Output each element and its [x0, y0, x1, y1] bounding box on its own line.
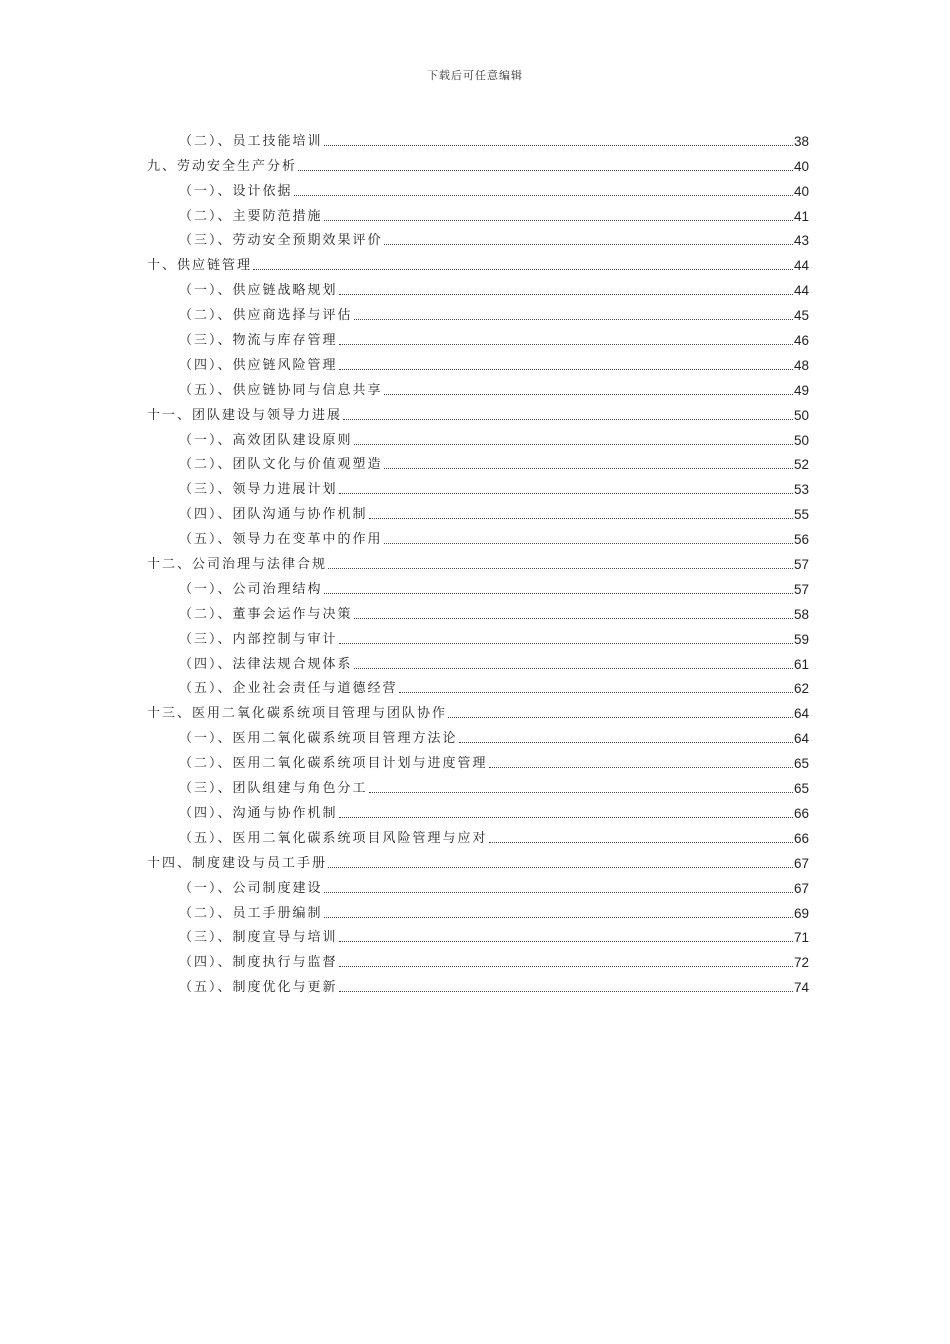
toc-page-number: 57 [793, 581, 809, 597]
toc-page-number: 74 [793, 980, 809, 996]
toc-page-number: 62 [793, 681, 809, 697]
toc-entry-label: （二）、供应商选择与评估 [179, 308, 353, 324]
toc-section-entry[interactable] [147, 897, 809, 922]
page-header: 下载后可任意编辑 [427, 69, 523, 82]
toc-entry-label: （三）、内部控制与审计 [179, 631, 338, 647]
toc-entry-label: （一）、医用二氧化碳系统项目管理方法论 [179, 731, 458, 747]
toc-section-entry[interactable] [147, 747, 809, 772]
toc-dot-leader [384, 243, 793, 245]
toc-section-entry[interactable] [147, 797, 809, 822]
toc-entry-label: （五）、医用二氧化碳系统项目风险管理与应对 [179, 830, 488, 846]
toc-page-number: 50 [793, 407, 809, 423]
toc-page-number: 50 [793, 432, 809, 448]
toc-dot-leader [354, 617, 793, 619]
toc-dot-leader [339, 293, 793, 295]
toc-chapter-entry[interactable] [147, 150, 809, 175]
toc-entry-label: 十一、团队建设与领导力进展 [147, 407, 343, 423]
toc-entry-label: （一）、公司制度建设 [179, 880, 323, 896]
toc-section-entry[interactable] [147, 424, 809, 449]
toc-section-entry[interactable] [147, 822, 809, 847]
toc-section-entry[interactable] [147, 922, 809, 947]
toc-entry-label: 九、劳动安全生产分析 [147, 158, 298, 174]
toc-section-entry[interactable] [147, 523, 809, 548]
toc-section-entry[interactable] [147, 946, 809, 971]
toc-dot-leader [369, 517, 793, 519]
toc-page-number: 67 [793, 880, 809, 896]
toc-entry-label: （四）、供应链风险管理 [179, 357, 338, 373]
toc-entry-label: （二）、主要防范措施 [179, 208, 323, 224]
toc-entry-label: （二）、团队文化与价值观塑造 [179, 457, 383, 473]
toc-page-number: 45 [793, 308, 809, 324]
toc-entry-label: （五）、供应链协同与信息共享 [179, 382, 383, 398]
toc-dot-leader [339, 343, 793, 345]
toc-dot-leader [324, 916, 793, 918]
toc-page-number: 57 [793, 557, 809, 573]
toc-page-number: 72 [793, 955, 809, 971]
toc-entry-label: （五）、企业社会责任与道德经营 [179, 681, 398, 697]
toc-section-entry[interactable] [147, 772, 809, 797]
toc-page-number: 55 [793, 507, 809, 523]
toc-entry-label: 十四、制度建设与员工手册 [147, 855, 328, 871]
toc-dot-leader [339, 990, 793, 992]
toc-page-number: 67 [793, 855, 809, 871]
toc-section-entry[interactable] [147, 498, 809, 523]
toc-page-number: 69 [793, 905, 809, 921]
toc-entry-label: （四）、沟通与协作机制 [179, 805, 338, 821]
toc-dot-leader [339, 965, 793, 967]
toc-section-entry[interactable] [147, 722, 809, 747]
toc-entry-label: （一）、供应链战略规划 [179, 283, 338, 299]
toc-dot-leader [298, 169, 793, 171]
toc-dot-leader [384, 467, 793, 469]
toc-entry-label: （三）、制度宣导与培训 [179, 930, 338, 946]
toc-section-entry[interactable] [147, 573, 809, 598]
toc-dot-leader [354, 667, 793, 669]
toc-dot-leader [328, 866, 793, 868]
toc-entry-label: （一）、高效团队建设原则 [179, 432, 353, 448]
toc-section-entry[interactable] [147, 125, 809, 150]
toc-dot-leader [339, 940, 793, 942]
toc-section-entry[interactable] [147, 200, 809, 225]
toc-chapter-entry[interactable] [147, 399, 809, 424]
toc-section-entry[interactable] [147, 872, 809, 897]
toc-dot-leader [448, 716, 793, 718]
toc-section-entry[interactable] [147, 648, 809, 673]
toc-entry-label: （一）、设计依据 [179, 183, 293, 199]
toc-entry-label: （四）、制度执行与监督 [179, 955, 338, 971]
toc-entry-label: （二）、员工手册编制 [179, 905, 323, 921]
toc-section-entry[interactable] [147, 225, 809, 250]
toc-dot-leader [369, 791, 793, 793]
toc-page-number: 44 [793, 258, 809, 274]
toc-dot-leader [339, 368, 793, 370]
toc-entry-label: 十二、公司治理与法律合规 [147, 557, 328, 573]
toc-entry-label: （三）、物流与库存管理 [179, 333, 338, 349]
toc-section-entry[interactable] [147, 473, 809, 498]
toc-section-entry[interactable] [147, 274, 809, 299]
toc-dot-leader [294, 194, 793, 196]
toc-dot-leader [339, 816, 793, 818]
toc-chapter-entry[interactable] [147, 847, 809, 872]
toc-dot-leader [343, 418, 793, 420]
toc-dot-leader [489, 766, 793, 768]
toc-page-number: 71 [793, 930, 809, 946]
toc-entry-label: 十三、医用二氧化碳系统项目管理与团队协作 [147, 706, 448, 722]
toc-section-entry[interactable] [147, 673, 809, 698]
toc-page-number: 59 [793, 631, 809, 647]
toc-section-entry[interactable] [147, 623, 809, 648]
toc-dot-leader [324, 891, 793, 893]
toc-dot-leader [253, 268, 793, 270]
toc-dot-leader [399, 691, 793, 693]
table-of-contents [147, 125, 809, 996]
toc-entry-label: （四）、团队沟通与协作机制 [179, 507, 368, 523]
toc-page-number: 53 [793, 482, 809, 498]
toc-chapter-entry[interactable] [147, 697, 809, 722]
toc-chapter-entry[interactable] [147, 249, 809, 274]
toc-entry-label: （三）、团队组建与角色分工 [179, 781, 368, 797]
toc-dot-leader [459, 741, 793, 743]
toc-dot-leader [384, 542, 793, 544]
toc-entry-label: （二）、董事会运作与决策 [179, 606, 353, 622]
toc-dot-leader [339, 492, 793, 494]
toc-dot-leader [339, 642, 793, 644]
toc-page-number: 64 [793, 706, 809, 722]
toc-dot-leader [324, 219, 793, 221]
toc-page-number: 65 [793, 756, 809, 772]
toc-dot-leader [328, 567, 793, 569]
toc-page-number: 46 [793, 333, 809, 349]
toc-dot-leader [354, 318, 793, 320]
toc-section-entry[interactable] [147, 971, 809, 996]
toc-page-number: 41 [793, 208, 809, 224]
toc-page-number: 44 [793, 283, 809, 299]
toc-page-number: 48 [793, 357, 809, 373]
toc-section-entry[interactable] [147, 299, 809, 324]
toc-dot-leader [384, 393, 793, 395]
toc-page-number: 43 [793, 233, 809, 249]
toc-section-entry[interactable] [147, 324, 809, 349]
toc-page-number: 40 [793, 158, 809, 174]
toc-page-number: 56 [793, 532, 809, 548]
toc-page-number: 66 [793, 830, 809, 846]
toc-dot-leader [354, 443, 793, 445]
toc-dot-leader [489, 841, 793, 843]
toc-page-number: 52 [793, 457, 809, 473]
toc-entry-label: （二）、医用二氧化碳系统项目计划与进度管理 [179, 756, 488, 772]
toc-entry-label: （二）、员工技能培训 [179, 133, 323, 149]
toc-entry-label: 十、供应链管理 [147, 258, 253, 274]
toc-page-number: 40 [793, 183, 809, 199]
toc-entry-label: （五）、领导力在变革中的作用 [179, 532, 383, 548]
toc-chapter-entry[interactable] [147, 548, 809, 573]
toc-section-entry[interactable] [147, 175, 809, 200]
toc-page-number: 58 [793, 606, 809, 622]
toc-page-number: 66 [793, 805, 809, 821]
toc-entry-label: （三）、劳动安全预期效果评价 [179, 233, 383, 249]
toc-dot-leader [324, 592, 793, 594]
toc-section-entry[interactable] [147, 598, 809, 623]
toc-page-number: 49 [793, 382, 809, 398]
toc-entry-label: （一）、公司治理结构 [179, 581, 323, 597]
toc-page-number: 65 [793, 781, 809, 797]
toc-page-number: 38 [793, 133, 809, 149]
toc-page-number: 64 [793, 731, 809, 747]
toc-entry-label: （五）、制度优化与更新 [179, 980, 338, 996]
toc-section-entry[interactable] [147, 449, 809, 474]
toc-section-entry[interactable] [147, 349, 809, 374]
toc-page-number: 61 [793, 656, 809, 672]
toc-entry-label: （四）、法律法规合规体系 [179, 656, 353, 672]
toc-entry-label: （三）、领导力进展计划 [179, 482, 338, 498]
toc-section-entry[interactable] [147, 374, 809, 399]
toc-dot-leader [324, 144, 793, 146]
